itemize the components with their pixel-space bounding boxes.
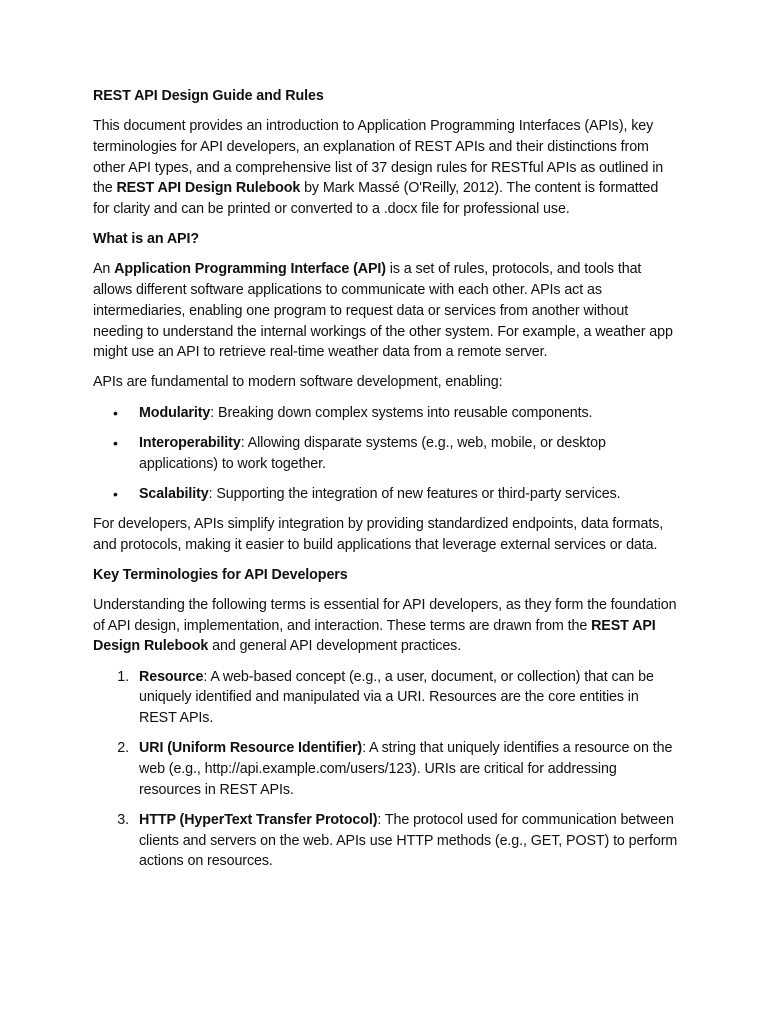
- api-def-term: Application Programming Interface (API): [114, 261, 386, 278]
- list-item-term: HTTP (HyperText Transfer Protocol): [139, 811, 378, 828]
- list-item-text: : Breaking down complex systems into reusable components.: [210, 404, 593, 421]
- list-item-term: Modularity: [139, 404, 211, 421]
- api-def-post: is a set of rules, protocols, and tools that allows different software applications to communicate with each other. APIs act as intermediaries, enabling one program to request data or services from another without needing to understand the internal workings of the other system. For example, a weather app might use an API to retrieve real-time weather data from a remote server.: [93, 261, 673, 361]
- list-item-term: Scalability: [139, 485, 209, 502]
- bullet-icon: •: [113, 434, 118, 451]
- list-number: 1.: [117, 668, 129, 685]
- benefits-list: [93, 403, 678, 505]
- list-item: [93, 484, 678, 505]
- list-item-text: : A web-based concept (e.g., a user, document, or collection) that can be uniquely identified and manipulated via a URI. Resources are the core entities in REST APIs.: [139, 668, 654, 727]
- list-item: [93, 810, 678, 872]
- list-item-text: : The protocol used for communication between clients and servers on the web. APIs use HTTP methods (e.g., GET, POST) to perform actions on resources.: [139, 811, 678, 870]
- list-item: [93, 738, 678, 800]
- list-item-term: Interoperability: [139, 434, 241, 451]
- bullet-icon: •: [113, 404, 118, 421]
- term-intro-pre: Understanding the following terms is essential for API developers, as they form the foundation of API design, implementation, and interaction. These terms are drawn from the: [93, 597, 677, 634]
- intro-text-2: by Mark Massé (O'Reilly, 2012). The content is formatted for clarity and can be printed or converted to a .docx file for professional use.: [93, 180, 659, 218]
- terminologies-intro-paragraph: [93, 595, 678, 657]
- intro-book-title: REST API Design Rulebook: [116, 180, 301, 197]
- document-page: [93, 86, 678, 882]
- list-number: 2.: [117, 740, 129, 757]
- api-def-pre: An: [93, 261, 115, 278]
- list-item-term: URI (Uniform Resource Identifier): [139, 740, 363, 757]
- list-item: [93, 667, 678, 729]
- term-intro-post: and general API development practices.: [208, 638, 462, 655]
- list-item: [93, 433, 678, 474]
- list-item: [93, 403, 678, 424]
- term-intro-book: REST API Design Rulebook: [93, 617, 656, 655]
- developers-paragraph: For developers, APIs simplify integration by providing standardized endpoints, data formats, and protocols, making it easier to build applications that leverage external services or data.: [93, 515, 664, 553]
- document-title: REST API Design Guide and Rules: [93, 88, 324, 104]
- section-heading-terminologies: Key Terminologies for API Developers: [93, 566, 348, 583]
- intro-text-1: This document provides an introduction to Application Programming Interfaces (APIs), key terminologies for API developers, an explanation of REST APIs and their distinctions from other API types, and a comprehensive list of 37 design rules for RESTful APIs as outlined in the: [93, 118, 664, 197]
- api-definition-paragraph: [93, 259, 678, 363]
- api-fundamental-paragraph: APIs are fundamental to modern software development, enabling:: [93, 374, 503, 391]
- intro-paragraph: [93, 116, 678, 220]
- list-number: 3.: [117, 811, 129, 828]
- bullet-icon: •: [113, 485, 118, 502]
- list-item-text: : Supporting the integration of new features or third-party services.: [208, 485, 621, 502]
- section-heading-what-is-api: What is an API?: [93, 231, 199, 248]
- list-item-term: Resource: [139, 668, 204, 685]
- list-item-text: : A string that uniquely identifies a resource on the web (e.g., http://api.example.com/users/123). URIs are critical for addressing resources in REST APIs.: [139, 740, 673, 798]
- list-item-text: : Allowing disparate systems (e.g., web, mobile, or desktop applications) to work together.: [139, 434, 606, 472]
- terminology-list: [93, 667, 678, 872]
